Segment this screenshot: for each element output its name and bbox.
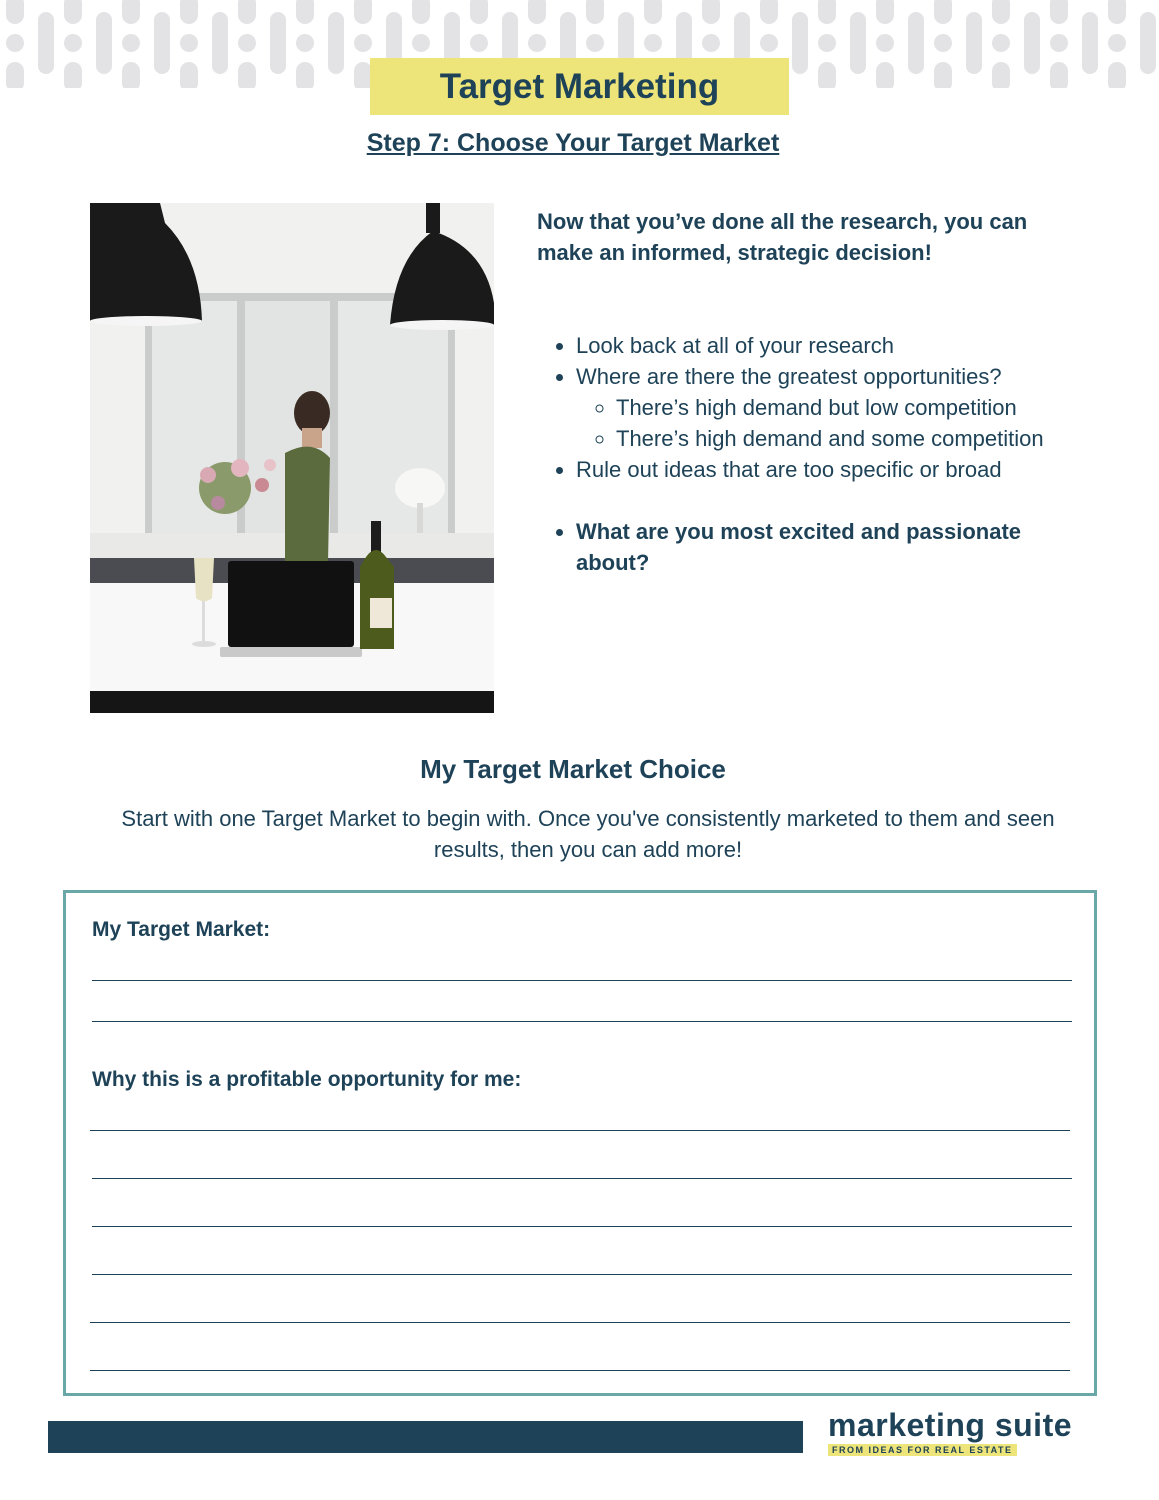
- list-item-emphasis: • What are you most excited and passionate about?: [576, 516, 1056, 578]
- step-subtitle: Step 7: Choose Your Target Market: [366, 129, 780, 157]
- opportunity-line[interactable]: [92, 1226, 1072, 1227]
- page-title: Target Marketing: [439, 66, 720, 106]
- brand-name: marketing suite: [828, 1407, 1073, 1443]
- target-market-line[interactable]: [92, 980, 1072, 981]
- opportunity-line[interactable]: [92, 1178, 1072, 1179]
- list-item: [576, 361, 1056, 454]
- brand-logo: [826, 1407, 1106, 1457]
- worksheet-box: [63, 890, 1097, 1396]
- opportunity-label: Why this is a profitable opportunity for me:: [92, 1068, 522, 1091]
- opportunity-line[interactable]: [90, 1322, 1070, 1323]
- brand-tagline: FROM IDEAS FOR REAL ESTATE: [828, 1444, 1017, 1456]
- title-banner: [370, 58, 789, 115]
- list-item-text: Where are there the greatest opportunities?: [576, 364, 1002, 389]
- opportunity-line[interactable]: [90, 1130, 1070, 1131]
- sub-list: [576, 392, 1056, 454]
- section-heading: My Target Market Choice: [420, 754, 726, 784]
- target-market-label: My Target Market:: [92, 918, 271, 941]
- intro-lead: Now that you’ve done all the research, you can make an informed, strategic decision!: [537, 209, 1028, 265]
- section-description: Start with one Target Market to begin with. Once you've consistently marketed to them and seen results, then you can add more!: [121, 806, 1055, 862]
- list-item: • Rule out ideas that are too specific or broad: [576, 454, 1056, 485]
- footer-bar: [48, 1421, 803, 1453]
- target-market-line[interactable]: [92, 1021, 1072, 1022]
- kitchen-photo: [90, 203, 494, 713]
- opportunity-line[interactable]: [92, 1274, 1072, 1275]
- sub-list-item: ◦ There’s high demand and some competition: [616, 423, 1056, 454]
- sub-list-item: ◦ There’s high demand but low competition: [616, 392, 1056, 423]
- list-item: • Look back at all of your research: [576, 330, 1056, 361]
- research-checklist: [540, 330, 1056, 578]
- opportunity-line[interactable]: [90, 1370, 1070, 1371]
